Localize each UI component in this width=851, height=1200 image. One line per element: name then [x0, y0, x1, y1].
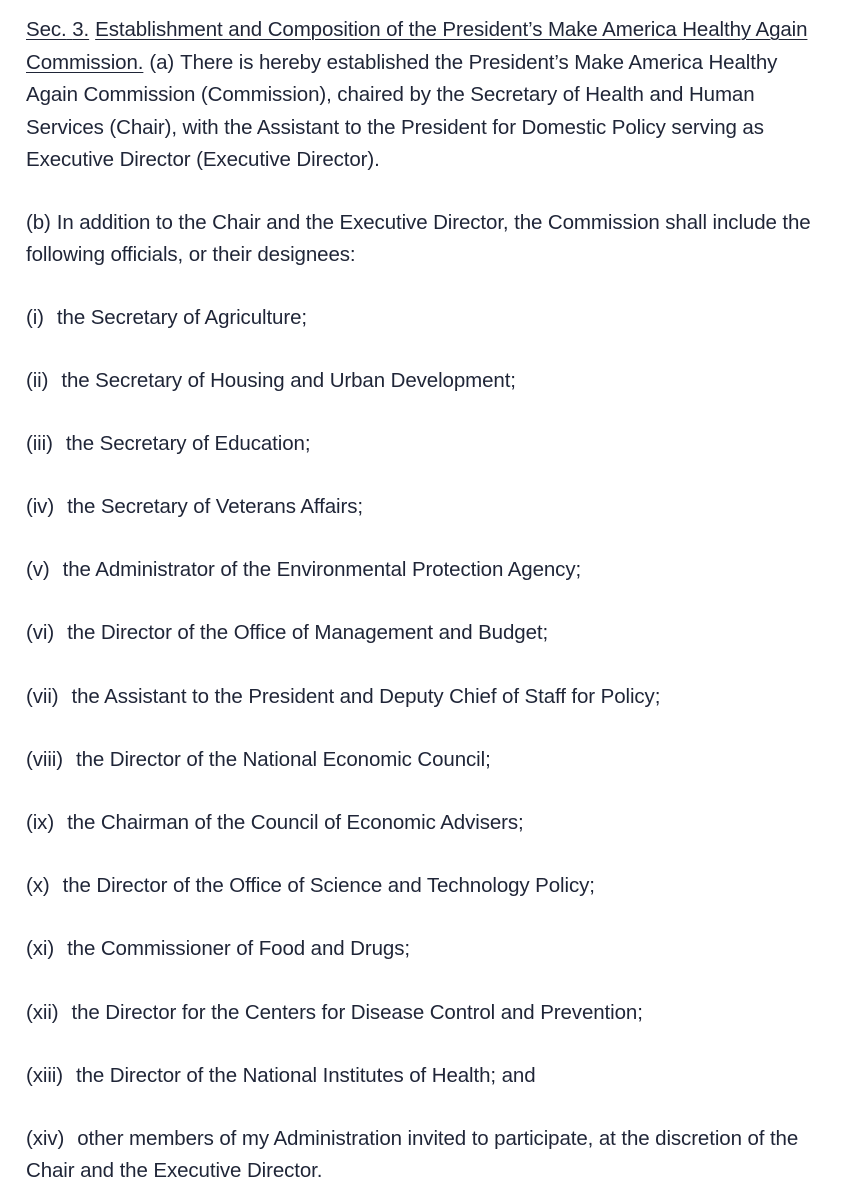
list-item — [26, 870, 825, 903]
list-item — [26, 933, 825, 966]
list-item-number: (vi) — [26, 621, 55, 645]
list-item-number: (xii) — [26, 1000, 59, 1024]
list-item-text: other members of my Administration invited to participate, at the discretion of the Chair and the Executive Director. — [26, 1126, 799, 1183]
member-list — [26, 302, 825, 1188]
list-item — [26, 554, 825, 587]
list-item-number: (viii) — [26, 747, 63, 771]
section-3-paragraph-b — [26, 207, 825, 272]
list-item-number: (iv) — [26, 495, 55, 519]
section-3-paragraph-a — [26, 14, 825, 177]
paragraph-b-text: In addition to the Chair and the Executive Director, the Commission shall include the following officials, or their designees: — [26, 210, 811, 266]
list-item-number: (ix) — [26, 811, 55, 834]
list-item-text: the Secretary of Housing and Urban Development; — [61, 368, 516, 392]
section-number: 3. — [72, 18, 90, 41]
list-item-text: the Director of the Office of Management and Budget; — [67, 621, 549, 645]
list-item-text: the Secretary of Veterans Affairs; — [67, 495, 363, 519]
list-item-number: (iii) — [26, 431, 53, 455]
list-item — [26, 997, 825, 1030]
list-item — [26, 744, 825, 777]
section-label: Sec. — [26, 18, 67, 41]
list-item-number: (xiii) — [26, 1063, 63, 1087]
list-item-text: the Chairman of the Council of Economic Advisers; — [67, 811, 524, 834]
list-item-text: the Assistant to the President and Deputy Chief of Staff for Policy; — [71, 684, 661, 708]
list-item-number: (v) — [26, 558, 50, 582]
list-item — [26, 617, 825, 650]
list-item — [26, 807, 825, 840]
list-item-text: the Director of the Office of Science and Technology Policy; — [62, 874, 595, 898]
list-item-text: the Administrator of the Environmental Protection Agency; — [62, 558, 582, 582]
list-item-number: (i) — [26, 305, 44, 329]
list-item-number: (xiv) — [26, 1126, 65, 1150]
list-item-text: the Director for the Centers for Disease Control and Prevention; — [71, 1000, 643, 1024]
section-heading: Establishment and Composition of the President’s Make America Healthy Again Commission. — [26, 18, 808, 74]
list-item-text: the Secretary of Education; — [65, 431, 311, 455]
list-item-number: (vii) — [26, 684, 59, 708]
list-item-text: the Director of the National Institutes of Health; and — [75, 1063, 536, 1087]
list-item — [26, 491, 825, 524]
paragraph-a-label: (a) — [149, 50, 175, 74]
paragraph-a-text: There is hereby established the President’s Make America Healthy Again Commission (Commission), chaired by the Secretary of Health and Human Services (Chair), with the Assistant to the President for Domestic Policy serving as Executive Director (Executive Director). — [26, 50, 778, 171]
list-item — [26, 681, 825, 714]
list-item — [26, 1060, 825, 1093]
list-item-number: (xi) — [26, 937, 55, 961]
list-item — [26, 428, 825, 461]
list-item-number: (ii) — [26, 368, 49, 392]
list-item-text: the Commissioner of Food and Drugs; — [67, 937, 410, 961]
list-item — [26, 1123, 825, 1188]
list-item-text: the Director of the National Economic Council; — [75, 747, 491, 771]
list-item-number: (x) — [26, 874, 50, 898]
paragraph-b-label: (b) — [26, 210, 51, 234]
list-item-text: the Secretary of Agriculture; — [56, 305, 307, 329]
list-item — [26, 302, 825, 335]
list-item — [26, 365, 825, 398]
